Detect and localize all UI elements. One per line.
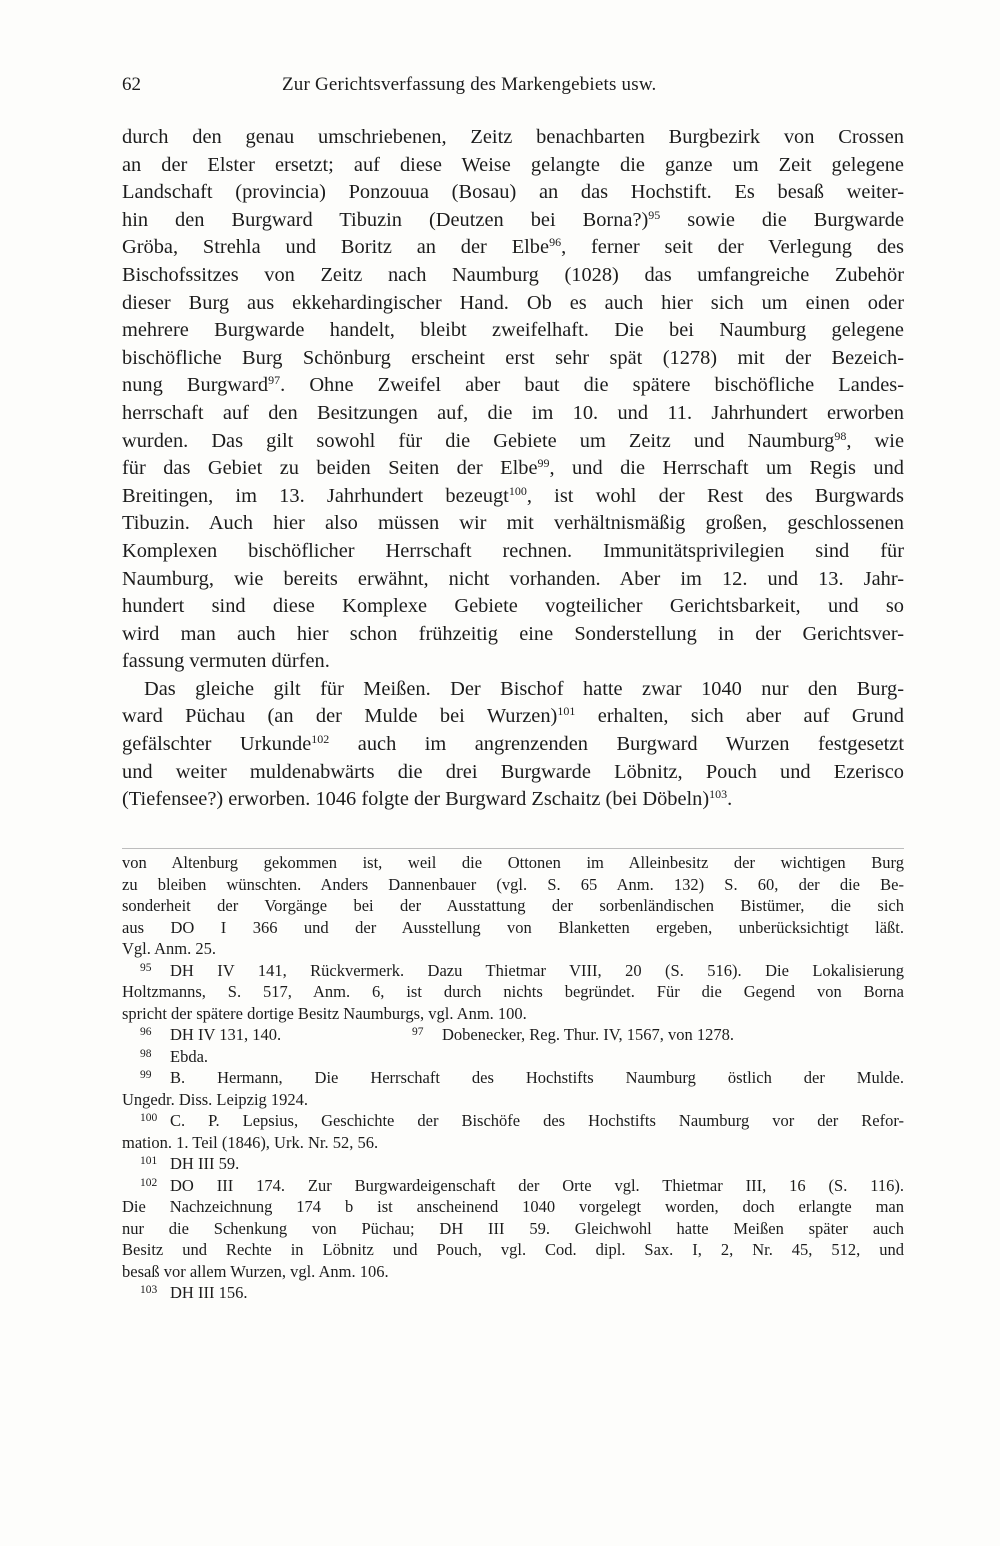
text-line [122,207,904,235]
text-line [122,262,904,290]
text-line [122,621,904,649]
footnote-text: Ungedr. Diss. Leipzig 1924. [122,1089,309,1109]
text-line [122,538,904,566]
footnote-text: zu bleiben wünschten. Anders Dannenbauer (vgl. S. 65 Anm. 132) S. 60, der die Be- [122,874,904,894]
footnote-text: Holtzmanns, S. 517, Anm. 6, ist durch nichts begründet. Für die Gegend von Borna [122,982,904,1001]
footnote-text: DH III 156. [170,1283,248,1302]
footnote-line: 99 B. Hermann, Die Herrschaft des Hochstifts Naumburg östlich der Mulde. [140,1068,904,1087]
footnote-ref[interactable]: 103 [709,787,728,802]
text-segment: Breitingen, im 13. Jahrhundert bezeugt [122,484,509,507]
footnote-ref[interactable]: 102 [311,732,330,747]
footnote-line [122,1239,904,1261]
text-segment: herrschaft auf den Besitzungen auf, die im 10. und 11. Jahrhundert erworben [122,401,904,424]
text-line [122,483,904,511]
text-line [122,400,904,428]
text-line [122,124,904,152]
footnote-text: B. Hermann, Die Herrschaft des Hochstifts Naumburg östlich der Mulde. [170,1068,904,1087]
footnote-text: sonderheit der Vorgänge bei der Ausstattung der sorbenländischen Bistümer, die sich [122,896,904,915]
text-line [122,786,904,814]
footnotes [122,852,904,1304]
footnote-text: aus DO I 366 und der Ausstellung von Blanketten ergeben, unberücksichtigt läßt. [122,917,904,937]
page-header [122,74,912,104]
text-line [122,759,904,787]
footnote-line [122,981,904,1003]
footnote-line: 102 DO III 174. Zur Burgwardeigenschaft der Orte vgl. Thietmar III, 16 (S. 116). [140,1175,904,1195]
footnote-ref[interactable]: 98 [834,428,847,443]
footnote-line [122,938,904,960]
text-line [122,566,904,594]
text-segment: Tibuzin. Auch hier also müssen wir mit verhältnismäßig großen, geschlossenen [122,512,904,535]
text-segment: (Tiefensee?) erworben. 1046 folgte der Burgward Zschaitz (bei Döbeln) [122,788,710,811]
main-text [122,124,904,814]
text-line [122,428,904,456]
footnote-text: Besitz und Rechte in Löbnitz und Pouch, vgl. Cod. dipl. Sax. I, 2, Nr. 45, 512, und [122,1240,904,1259]
text-line [122,593,904,621]
footnote-line: 103 DH III 156. [140,1283,248,1302]
footnote-text: spricht der spätere dortige Besitz Naumburgs, vgl. Anm. 100. [122,1003,527,1023]
text-line [122,510,904,538]
text-segment: hundert sind diese Komplexe Gebiete vogteilicher Gerichtsbarkeit, und so [122,595,904,618]
text-segment: , wie [846,429,904,452]
text-line [122,234,904,262]
text-segment: wurden. Das gilt sowohl für die Gebiete um Zeitz und Naumburg [122,429,835,452]
footnote-text: von Altenburg gekommen ist, weil die Ottonen im Alleinbesitz der wichtigen Burg [122,853,904,872]
text-segment: hin den Burgward Tibuzin (Deutzen bei Borna?) [122,208,649,231]
text-line [122,179,904,207]
text-line [122,703,904,731]
footnote-text: Dobenecker, Reg. Thur. IV, 1567, von 1278. [442,1025,735,1044]
text-segment: gefälschter Urkunde [122,733,312,756]
text-line [122,372,904,400]
footnote-line [122,917,904,939]
text-segment: Komplexen bischöflicher Herrschaft rechnen. Immunitätsprivilegien sind für [122,539,904,562]
footnote-ref[interactable]: 97 [268,373,281,388]
footnote-ref[interactable]: 99 [537,456,550,471]
footnote-line [122,1089,904,1111]
footnote-line: 96 DH IV 131, 140. 97 Dobenecker, Reg. Thur. IV, 1567, von 1278. [140,1025,735,1044]
footnote-line [122,895,904,917]
text-line [122,648,904,676]
text-segment: Das gleiche gilt für Meißen. Der Bischof hatte zwar 1040 nur den Burg- [144,677,904,700]
text-segment: . [727,788,733,811]
text-segment: sowie die Burgwarde [660,208,904,231]
text-segment: bischöfliche Burg Schönburg erscheint erst sehr spät (1278) mit der Bezeich- [122,346,904,369]
text-line [122,317,904,345]
footnote-ref[interactable]: 100 [508,483,527,498]
footnote-line [122,1261,904,1283]
footnote-text: DO III 174. Zur Burgwardeigenschaft der Orte vgl. Thietmar III, 16 (S. 116). [170,1175,904,1195]
text-segment: , ist wohl der Rest des Burgwards [526,484,904,507]
text-segment: Naumburg, wie bereits erwähnt, nicht vorhanden. Aber im 12. und 13. Jahr- [122,567,904,590]
footnote-ref[interactable]: 101 [557,704,576,719]
text-segment: erhalten, sich aber auf Grund [575,705,904,728]
text-segment: . Ohne Zweifel aber baut die spätere bischöfliche Landes- [280,374,904,397]
text-segment: und weiter muldenabwärts die drei Burgwarde Löbnitz, Pouch und Ezerisco [122,760,904,783]
footnote-text: DH IV 131, 140. [170,1025,282,1044]
text-segment: dieser Burg aus ekkehardingischer Hand. Ob es auch hier sich um einen oder [122,291,904,314]
footnote-line: 100 C. P. Lepsius, Geschichte der Bischöfe des Hochstifts Naumburg vor der Refor- [140,1111,904,1130]
footnote-line [122,874,904,896]
footnote-line [122,852,904,874]
footnote-line [122,1132,904,1154]
text-segment: wird man auch hier schon frühzeitig eine Sonderstellung in der Gerichtsver- [122,622,904,645]
footnote-text: mation. 1. Teil (1846), Urk. Nr. 52, 56. [122,1132,379,1152]
footnote-line: 95 DH IV 141, Rückvermerk. Dazu Thietmar VIII, 20 (S. 516). Die Lokalisierung [140,960,904,980]
text-segment: auch im angrenzenden Burgward Wurzen festgesetzt [329,733,904,756]
text-segment: für das Gebiet zu beiden Seiten der Elbe [122,457,538,480]
footnote-text: besaß vor allem Wurzen, vgl. Anm. 106. [122,1261,389,1281]
footnote-text: C. P. Lepsius, Geschichte der Bischöfe des Hochstifts Naumburg vor der Refor- [170,1111,904,1130]
text-line [122,345,904,373]
footnote-ref[interactable]: 95 [648,207,661,222]
text-segment: Landschaft (provincia) Ponzouua (Bosau) an das Hochstift. Es besaß weiter- [122,181,904,204]
text-segment: Gröba, Strehla und Boritz an der Elbe [122,236,550,259]
footnote-text: nur die Schenkung von Püchau; DH III 59. Gleichwohl hatte Meißen später auch [122,1218,904,1238]
text-segment: ward Püchau (an der Mulde bei Wurzen) [122,705,558,728]
text-segment: , ferner seit der Verlegung des [561,236,904,259]
page-number: 62 [122,74,141,95]
text-segment: an der Elster ersetzt; auf diese Weise gelangte die ganze um Zeit gelegene [122,153,904,176]
text-segment: Bischofssitzes von Zeitz nach Naumburg (1028) das umfangreiche Zubehör [122,263,904,286]
text-line [122,455,904,483]
footnote-text: Vgl. Anm. 25. [122,939,216,958]
text-segment: nung Burgward [122,374,269,397]
footnote-text: Die Nachzeichnung 174 b ist anscheinend 1040 vorgelegt worden, doch erlangte man [122,1197,904,1216]
footnote-line [122,1218,904,1240]
text-line [122,676,904,704]
footnote-line: 101 DH III 59. [140,1154,240,1173]
footnote-separator [122,848,904,849]
text-segment: durch den genau umschriebenen, Zeitz benachbarten Burgbezirk von Crossen [122,126,904,148]
text-segment: fassung vermuten dürfen. [122,650,330,673]
footnote-text: DH IV 141, Rückvermerk. Dazu Thietmar VIII, 20 (S. 516). Die Lokalisierung [170,960,904,980]
text-line [122,731,904,759]
text-line [122,152,904,180]
text-line [122,290,904,318]
text-segment: mehrere Burgwarde handelt, bleibt zweifelhaft. Die bei Naumburg gelegene [122,319,904,342]
footnote-text: DH III 59. [170,1154,240,1173]
text-segment: , und die Herrschaft um Regis und [549,457,904,480]
running-title: Zur Gerichtsverfassung des Markengebiets usw. [282,74,657,95]
footnote-ref[interactable]: 96 [549,235,562,250]
footnote-text: Ebda. [170,1046,209,1066]
footnote-line: 98 Ebda. [140,1046,209,1066]
footnote-line [122,1003,904,1025]
footnote-line [122,1196,904,1218]
